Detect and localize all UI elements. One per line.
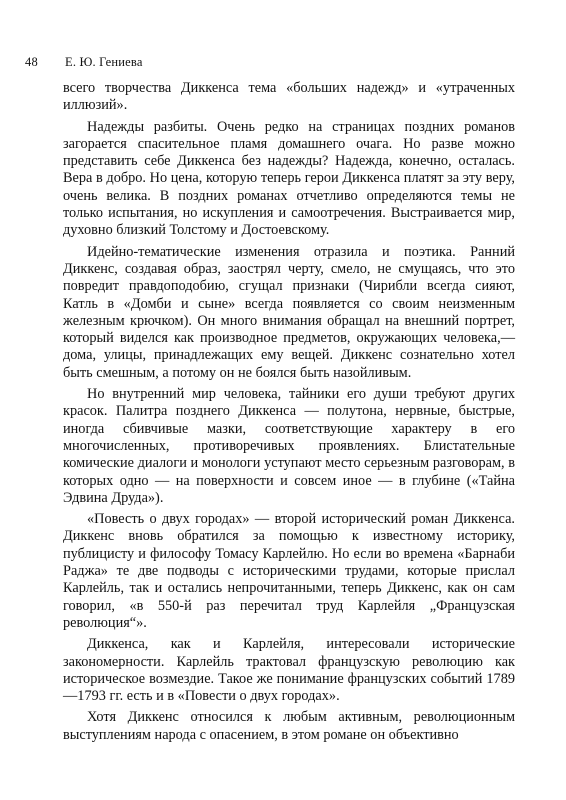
paragraph: Хотя Диккенс относился к любым активным, революционным выступлениям народа с опасением, в этом романе он объективно <box>63 709 515 743</box>
paragraph: Идейно-тематические изменения отразила и поэтика. Ранний Диккенс, создавая образ, заострял черту, смело, не смущаясь, что это повредит правдоподобию, сгущал признаки (Чирибли всегда сияют, Катль в «Домби и сыне» всегда появляется со своим неизменным железным крючком). Он много внимания обращал на внешний портрет, который виделся как производное предметов, окружающих человека,— дома, улицы, принадлежащих ему вещей. Диккенс сознательно хотел быть смешным, а потому он не боялся быть назойливым. <box>63 243 515 381</box>
paragraph: Диккенса, как и Карлейля, интересовали исторические закономерности. Карлейль трактовал французскую революцию как историческое возмездие. Такое же понимание французских событий 1789—1793 гг. есть и в «Повести о двух городах». <box>63 636 515 705</box>
paragraph: Но внутренний мир человека, тайники его души требуют других красок. Палитра позднего Диккенса — полутона, нервные, быстрые, иногда сбивчивые мазки, соответствующие характеру в его многочисленных, противоречивых проявлениях. Блистательные комические диалоги и монологи уступают место серьезным разговорам, в которых одно — на поверхности и совсем иное — в глубине («Тайна Эдвина Друда»). <box>63 386 515 506</box>
running-head-author: Е. Ю. Гениева <box>65 55 143 69</box>
page-number: 48 <box>25 55 38 69</box>
running-head <box>25 55 143 69</box>
paragraph: «Повесть о двух городах» — второй исторический роман Диккенса. Диккенс вновь обратился за помощью к известному историку, публицисту и философу Томасу Карлейлю. Но если во времена «Барнаби Раджа» те две подводы с историческими трудами, которые прислал Карлейль, так и остались непрочитанными, теперь Диккенс, как он сам говорил, «в 550-й раз перечитал труд Карлейля „Французская революция“». <box>63 511 515 631</box>
paragraph-continued: всего творчества Диккенса тема «больших надежд» и «утраченных иллюзий». <box>63 80 515 114</box>
paragraph: Надежды разбиты. Очень редко на страницах поздних романов загорается спасительное пламя домашнего очага. Но разве можно представить себе Диккенса без надежды? Надежда, конечно, осталась. Вера в добро. Но цена, которую теперь герои Диккенса платят за эту веру, очень велика. В поздних романах отчетливо определяются темы не только испытания, но искупления и самоотречения. Выстраивается мир, духовно близкий Толстому и Достоевскому. <box>63 118 515 239</box>
page-body <box>63 80 515 748</box>
